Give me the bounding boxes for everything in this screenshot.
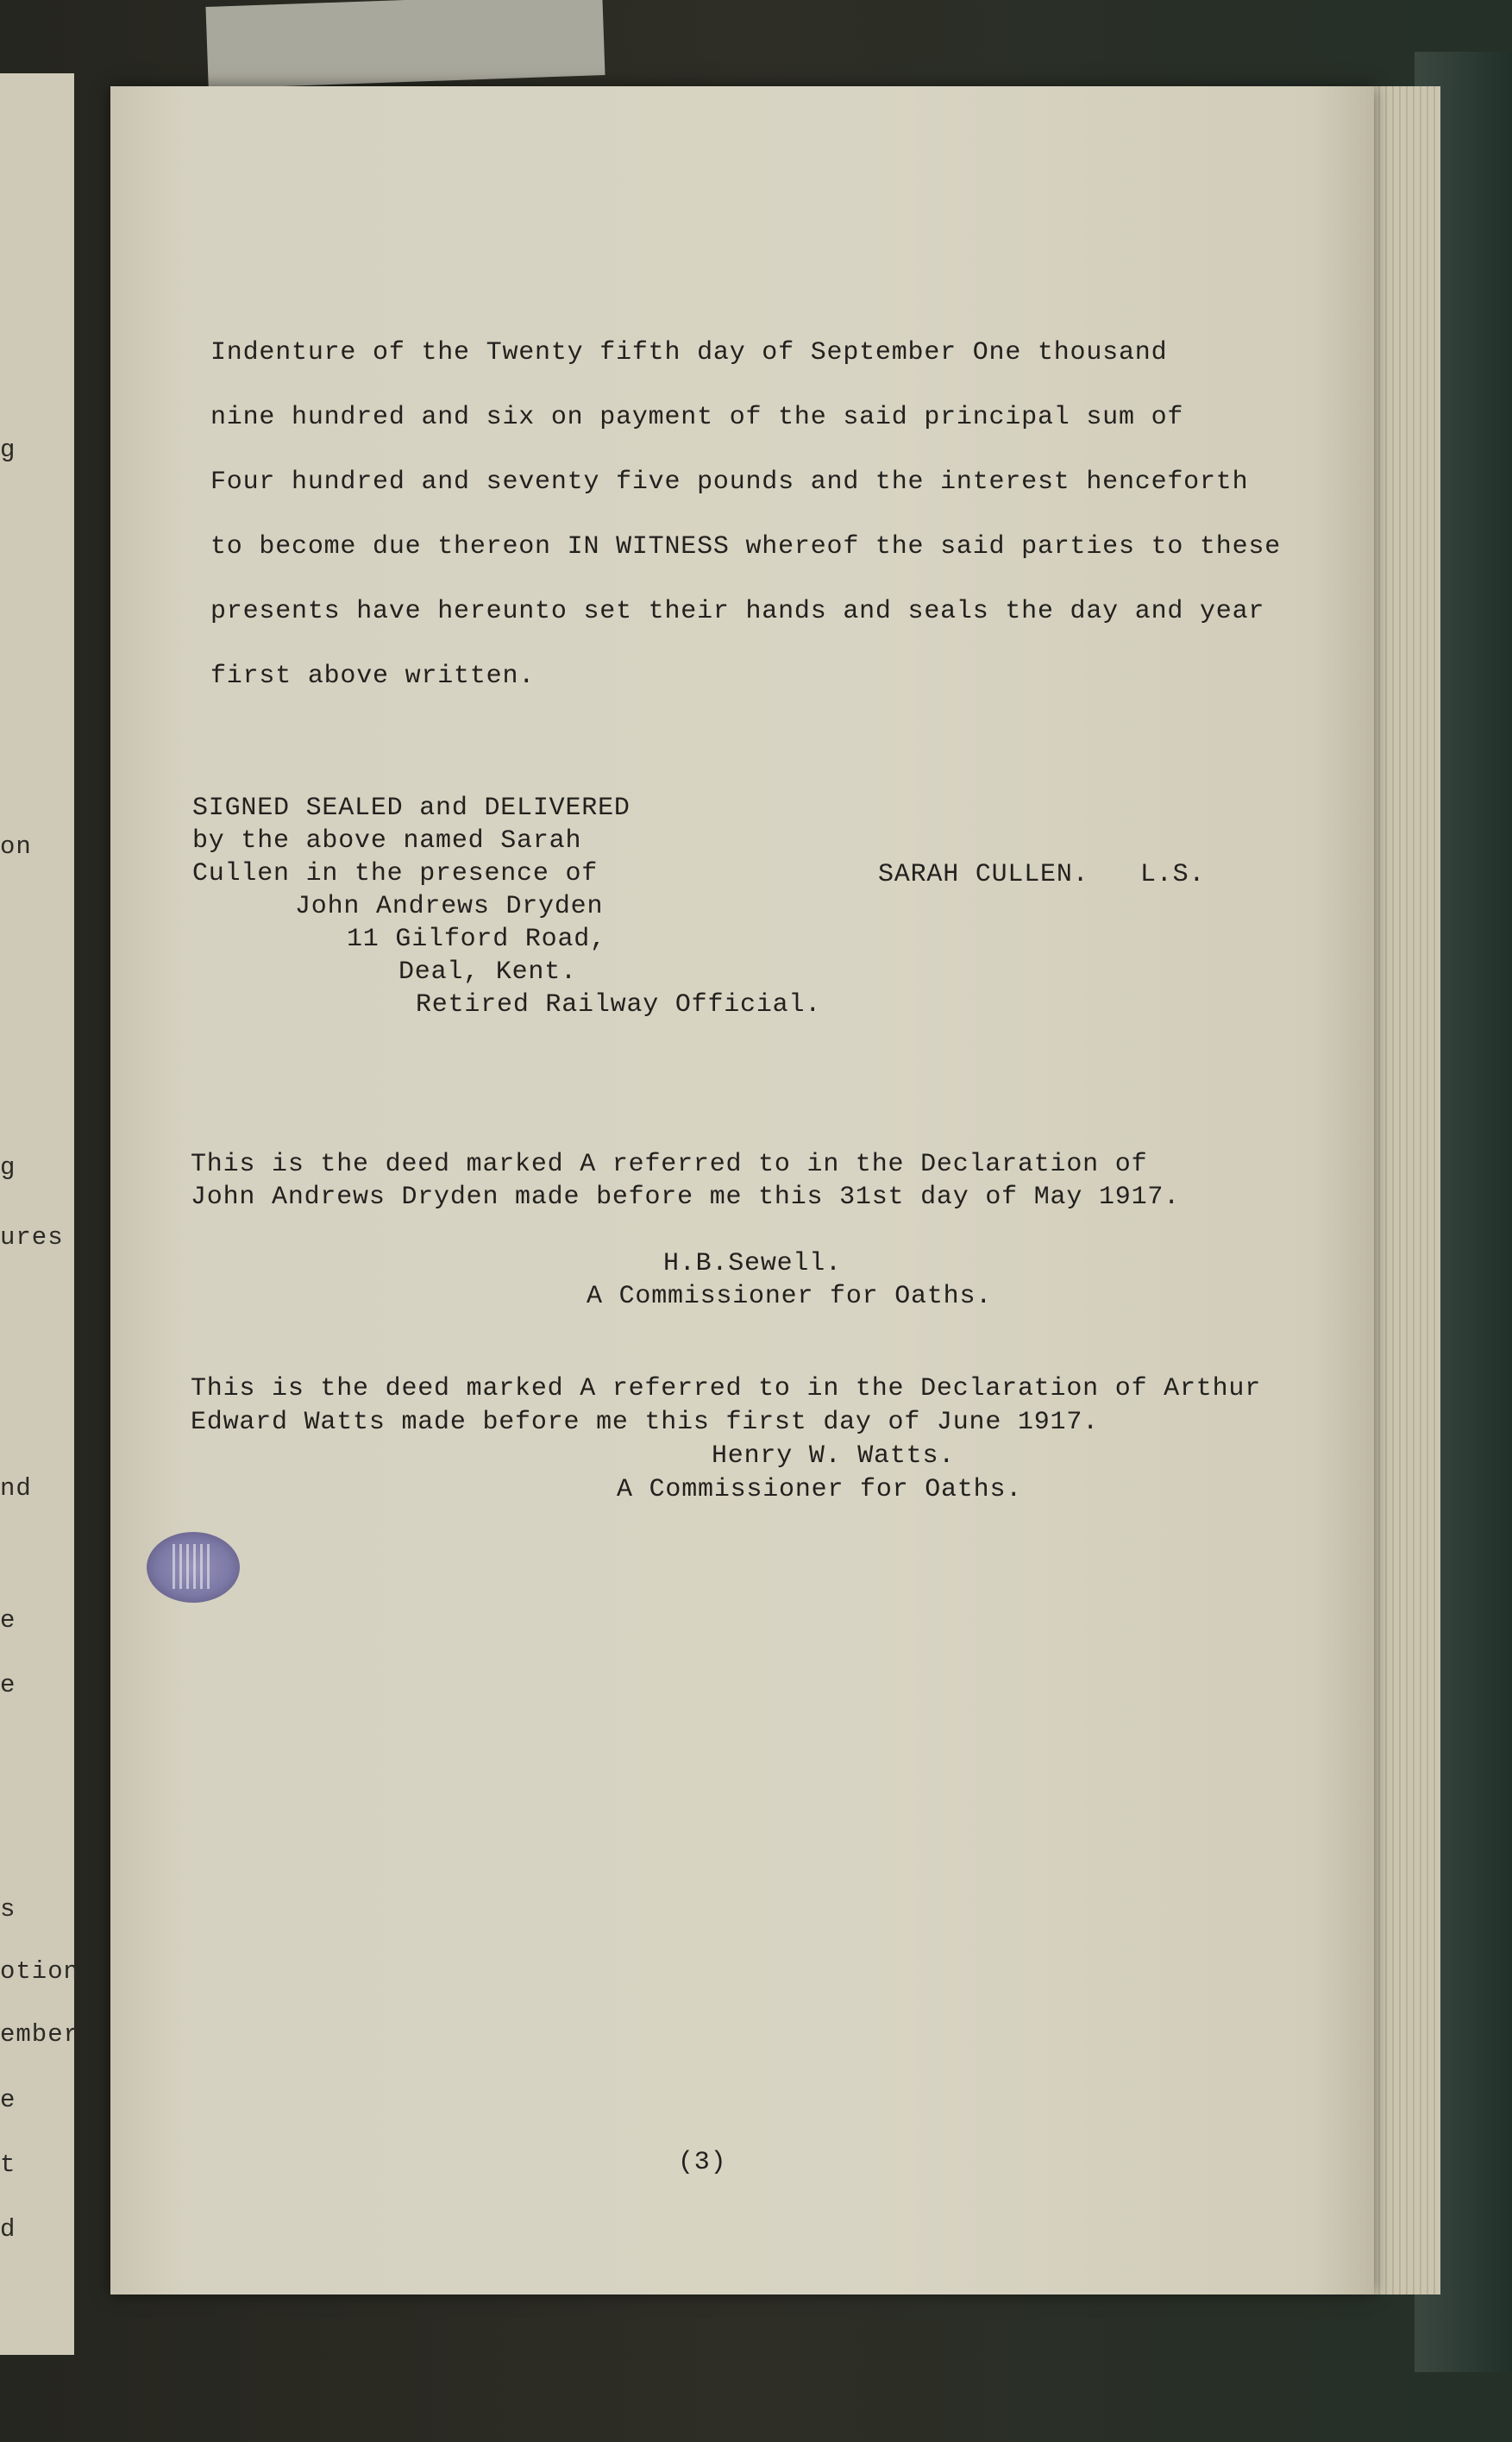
left-fragment: nd (0, 1474, 32, 1503)
paragraph-line: Four hundred and seventy five pounds and the interest henceforth (210, 468, 1249, 497)
paragraph-line: presents have hereunto set their hands and seals the day and year (210, 597, 1265, 626)
left-fragment: ures (0, 1223, 64, 1252)
page-number: (3) (678, 2148, 727, 2177)
left-fragment: d (0, 2215, 16, 2244)
left-fragment: e (0, 2086, 16, 2114)
declaration-line: This is the deed marked A referred to in the Declaration of (191, 1150, 1148, 1179)
declaration-line: This is the deed marked A referred to in the Declaration of Arthur (191, 1374, 1261, 1403)
witness-address: Deal, Kent. (398, 957, 577, 987)
left-fragment: on (0, 832, 32, 861)
declaration-line: John Andrews Dryden made before me this 31st day of May 1917. (191, 1183, 1180, 1212)
signatory-name: SARAH CULLEN. (878, 860, 1089, 889)
left-fragment: s (0, 1895, 16, 1924)
left-fragment: e (0, 1606, 16, 1635)
commissioner-name: Henry W. Watts. (712, 1441, 956, 1471)
left-fragment: g (0, 1153, 16, 1182)
paragraph-line: Indenture of the Twenty fifth day of September One thousand (210, 338, 1168, 367)
paper-slip (205, 0, 605, 89)
attestation-line: SIGNED SEALED and DELIVERED (192, 794, 631, 823)
witness-occupation: Retired Railway Official. (416, 990, 822, 1020)
witness-name: John Andrews Dryden (295, 892, 604, 921)
attestation-line: by the above named Sarah (192, 826, 582, 856)
left-fragment: ember (0, 2020, 80, 2049)
paragraph-line: first above written. (210, 662, 536, 691)
declaration-line: Edward Watts made before me this first day of June 1917. (191, 1408, 1099, 1437)
witness-address: 11 Gilford Road, (347, 925, 606, 954)
left-fragment: g (0, 436, 16, 464)
paragraph-line: to become due thereon IN WITNESS whereof the said parties to these (210, 532, 1281, 562)
commissioner-name: H.B.Sewell. (663, 1249, 842, 1278)
left-fragment: e (0, 1671, 16, 1699)
left-fragment: t (0, 2150, 16, 2179)
commissioner-title: A Commissioner for Oaths. (617, 1475, 1023, 1504)
attestation-line: Cullen in the presence of (192, 859, 599, 888)
commissioner-title: A Commissioner for Oaths. (587, 1282, 993, 1311)
archive-stamp (147, 1532, 240, 1603)
left-page-edge (0, 73, 80, 2355)
left-fragment: otion (0, 1957, 80, 1986)
seal-mark: L.S. (1140, 860, 1206, 889)
paragraph-line: nine hundred and six on payment of the said principal sum of (210, 403, 1184, 432)
